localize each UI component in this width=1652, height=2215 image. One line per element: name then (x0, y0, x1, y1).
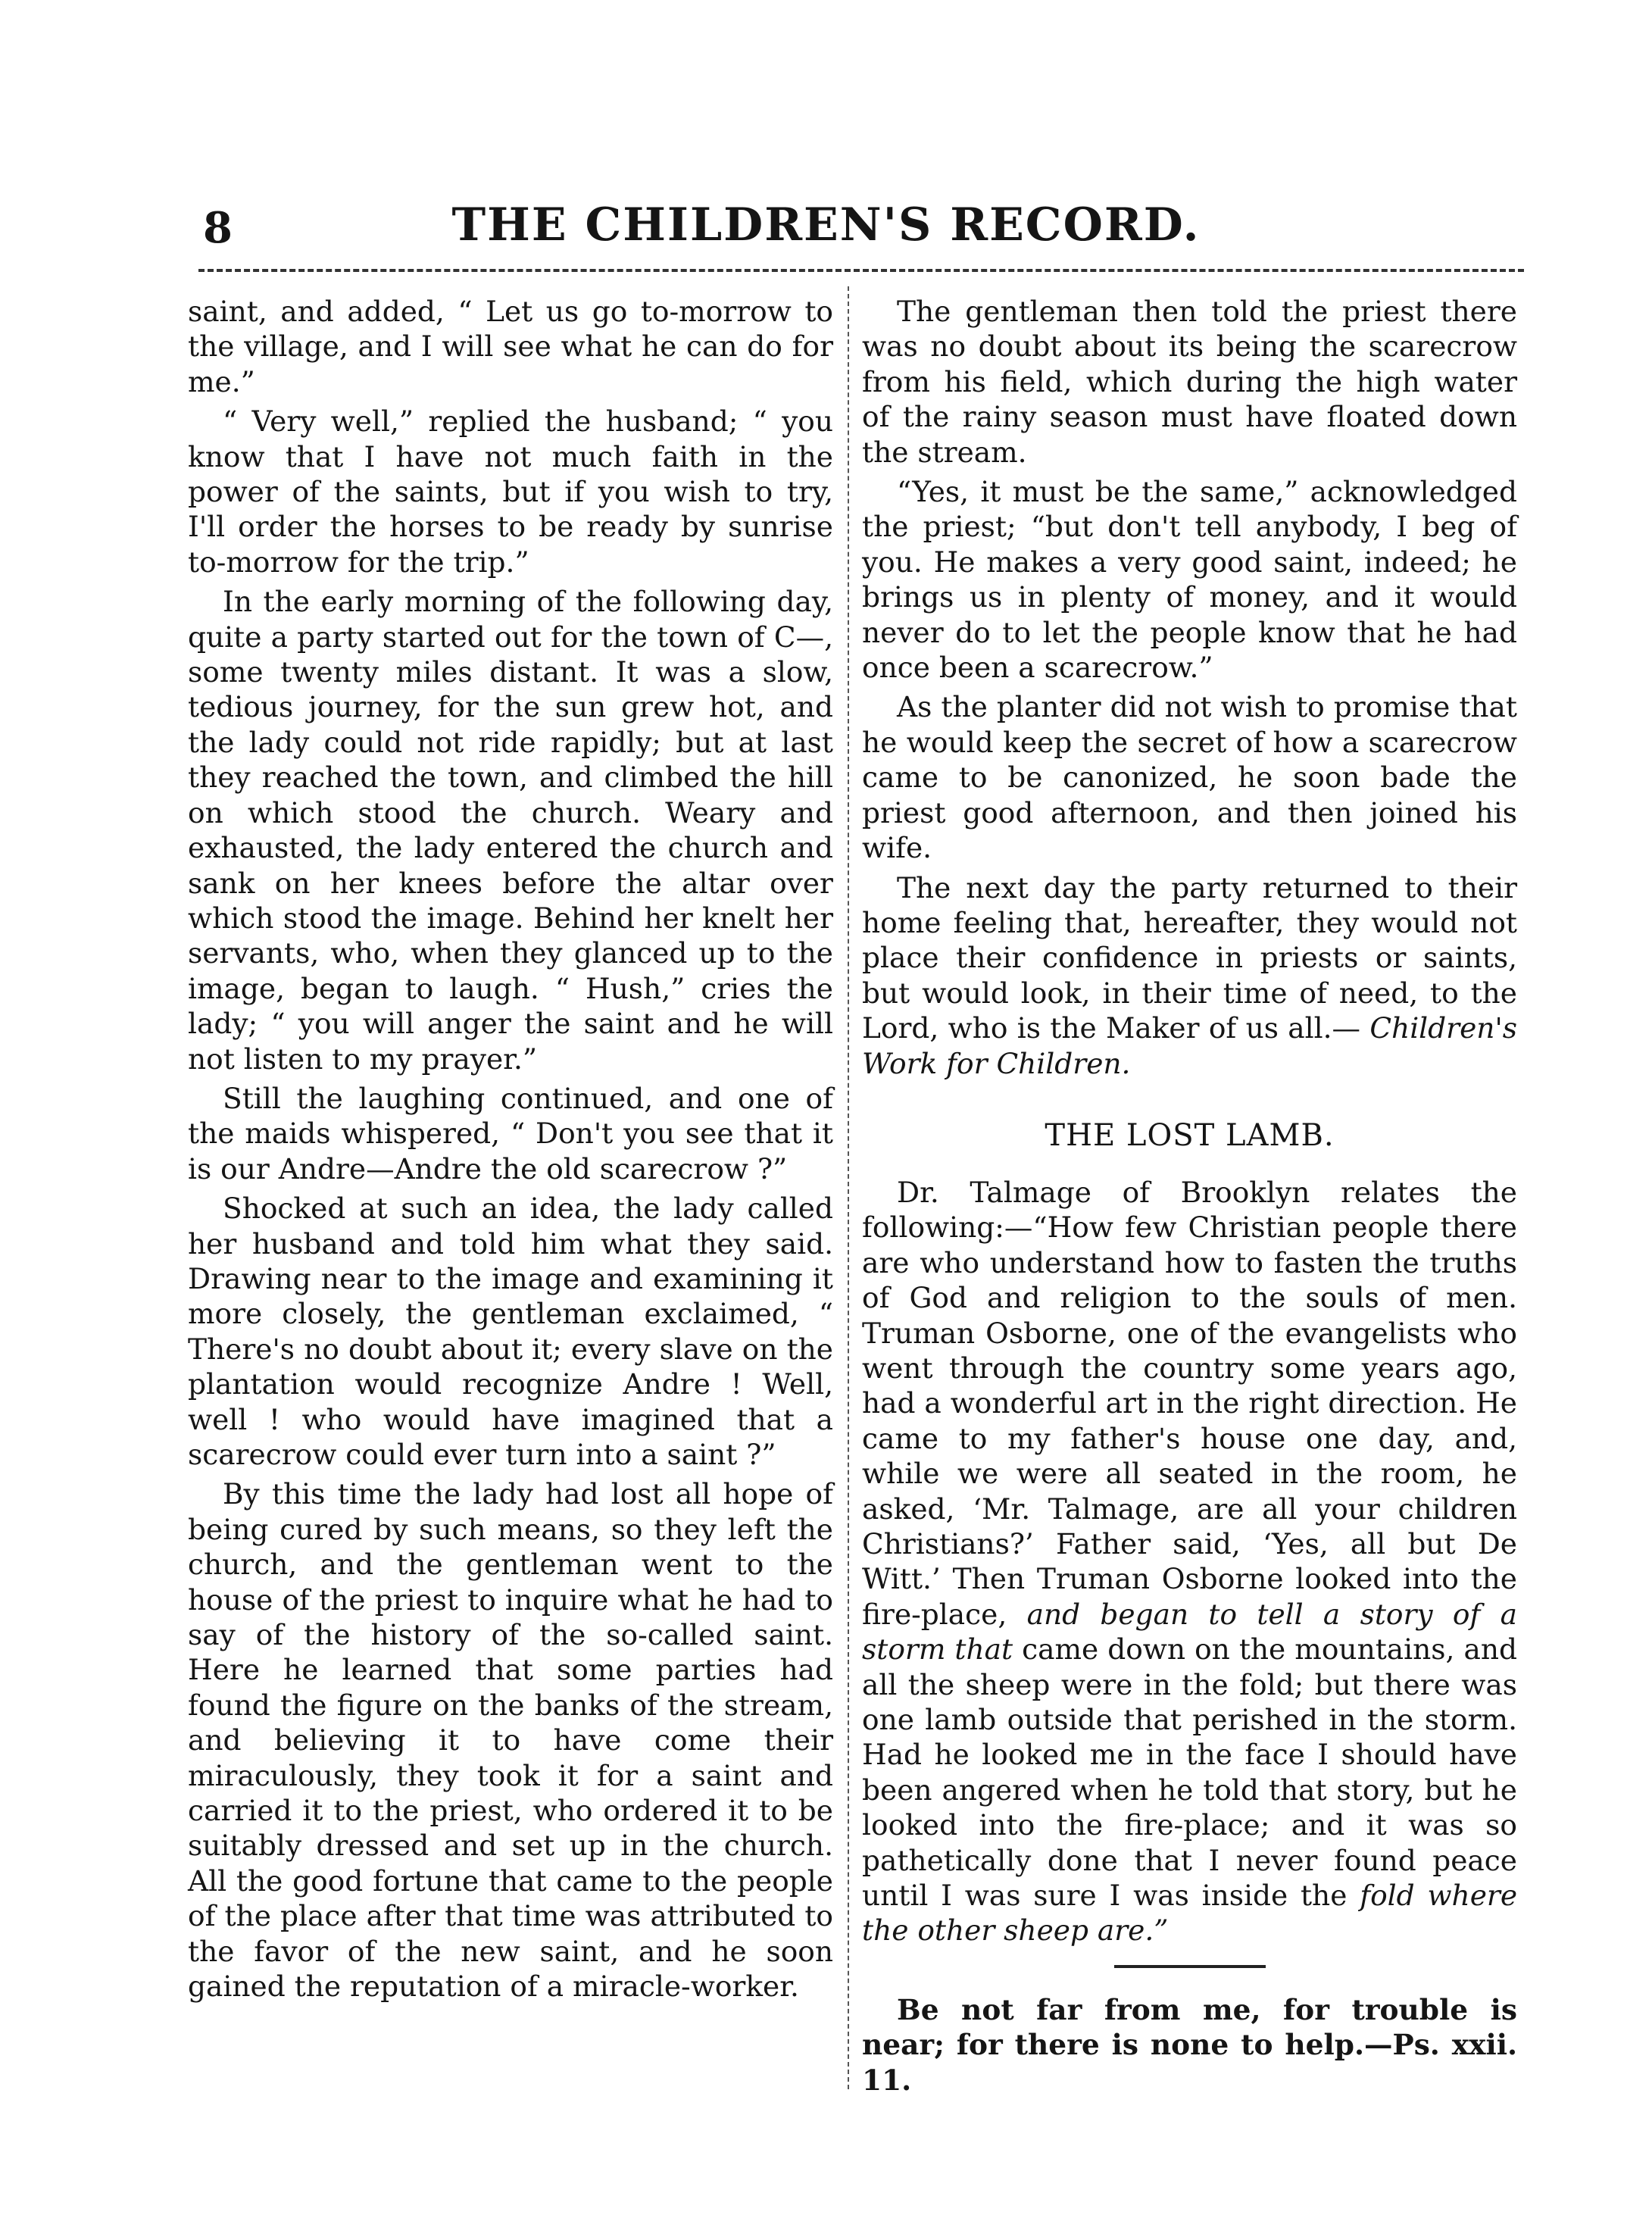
running-head: THE CHILDREN'S RECORD. (451, 198, 1201, 251)
paragraph (862, 870, 1517, 1081)
final-paragraph-text: The next day the party returned to their home feeling that, hereafter, they would not place their confidence in priests or saints, but would look, in their time of need, to the Lord, who is the Maker of us all.— (862, 870, 1517, 1045)
paragraph: “Yes, it must be the same,” acknowledged the priest; “but don't tell anybody, I beg of you. He makes a very good saint, indeed; he brings us in plenty of money, and it would never do to let the people know that he had once been a scarecrow.” (862, 475, 1517, 685)
left-column (188, 294, 833, 2009)
lamb-text: Dr. Talmage of Brooklyn relates the following:—“How few Christian people there are who understand how to fasten the truths of God and religion to the souls of men. Truman Osborne, one of the evangelists who went through the country some years ago, had a wonderful art in the right direction. He came to my father's house one day, and, while we were all seated in the room, he asked, ‘Mr. Talmage, are all your children Christians?’ Father said, ‘Yes, all but De Witt.’ Then Truman Osborne looked into the fire-place, (862, 1175, 1517, 1631)
attribution: Children's Work for Children. (862, 1011, 1518, 1080)
column-divider (848, 286, 849, 2089)
lamb-italic-text: and began to tell a story of a storm that (862, 1597, 1517, 1667)
paragraph: “ Very well,” replied the husband; “ you know that I have not much faith in the power of the saints, but if you wish to try, I'll order the horses to be ready by sunrise to-morrow for the trip.” (188, 405, 833, 579)
paragraph: Shocked at such an idea, the lady called her husband and told him what they said. Drawing near to the image and examining it more closely, the gentleman exclaimed, “ There's no doubt about it; every slave on the plantation would recognize Andre ! Well, well ! who would have imagined that a scarecrow could ever turn into a saint ?” (188, 1192, 833, 1471)
header-rule (198, 269, 1524, 272)
lamb-italic-end: fold where the other sheep are.” (862, 1879, 1518, 1948)
paragraph: Still the laughing continued, and one of the maids whispered, “ Don't you see that it is our Andre—Andre the old scarecrow ?” (188, 1081, 833, 1186)
section-title: THE LOST LAMB. (1045, 1117, 1335, 1153)
page-number: 8 (203, 203, 233, 253)
scripture-verse: Be not far from me, for trouble is near; for there is none to help.—Ps. xxii. 11. (862, 1992, 1517, 2097)
paragraph: By this time the lady had lost all hope of being cured by such means, so they left the church, and the gentleman went to the house of the priest to inquire what he had to say of the history of the so-called saint. Here he learned that some parties had found the figure on the banks of the stream, and believing it to have come their miraculously, they took it for a saint and carried it to the priest, who ordered it to be suitably dressed and set up in the church. All the good fortune that came to the people of the place after that time was attributed to the favor of the new saint, and he soon gained the reputation of a miracle-worker. (188, 1477, 833, 2004)
paragraph: As the planter did not wish to promise that he would keep the secret of how a scarecrow came to be canonized, he soon bade the priest good afternoon, and then joined his wife. (862, 690, 1517, 865)
right-column (862, 294, 1517, 2102)
paragraph: saint, and added, “ Let us go to-morrow to the village, and I will see what he can do for me.” (188, 295, 833, 398)
section-rule (1114, 1965, 1266, 1968)
paragraph: The gentleman then told the priest there was no doubt about its being the scarecrow from his field, which during the high water of the rainy season must have floated down the stream. (862, 295, 1517, 469)
paragraph: In the early morning of the following day, quite a party started out for the town of C—, some twenty miles distant. It was a slow, tedious journey, for the sun grew hot, and the lady could not ride rapidly; but at last they reached the town, and climbed the hill on which stood the church. Weary and exhausted, the lady entered the church and sank on her knees before the altar over which stood the image. Behind her knelt her servants, who, when they glanced up to the image, began to laugh. “ Hush,” cries the lady; “ you will anger the saint and he will not listen to my prayer.” (188, 585, 833, 1076)
lamb-text-continued: came down on the mountains, and all the sheep were in the fold; but there was one lamb outside that perished in the storm. Had he looked me in the face I should have been angered when he told that story, but he looked into the fire-place; and it was so pathetically done that I never found peace until I was sure I was inside the (862, 1632, 1517, 1913)
paragraph (862, 1175, 1517, 1948)
